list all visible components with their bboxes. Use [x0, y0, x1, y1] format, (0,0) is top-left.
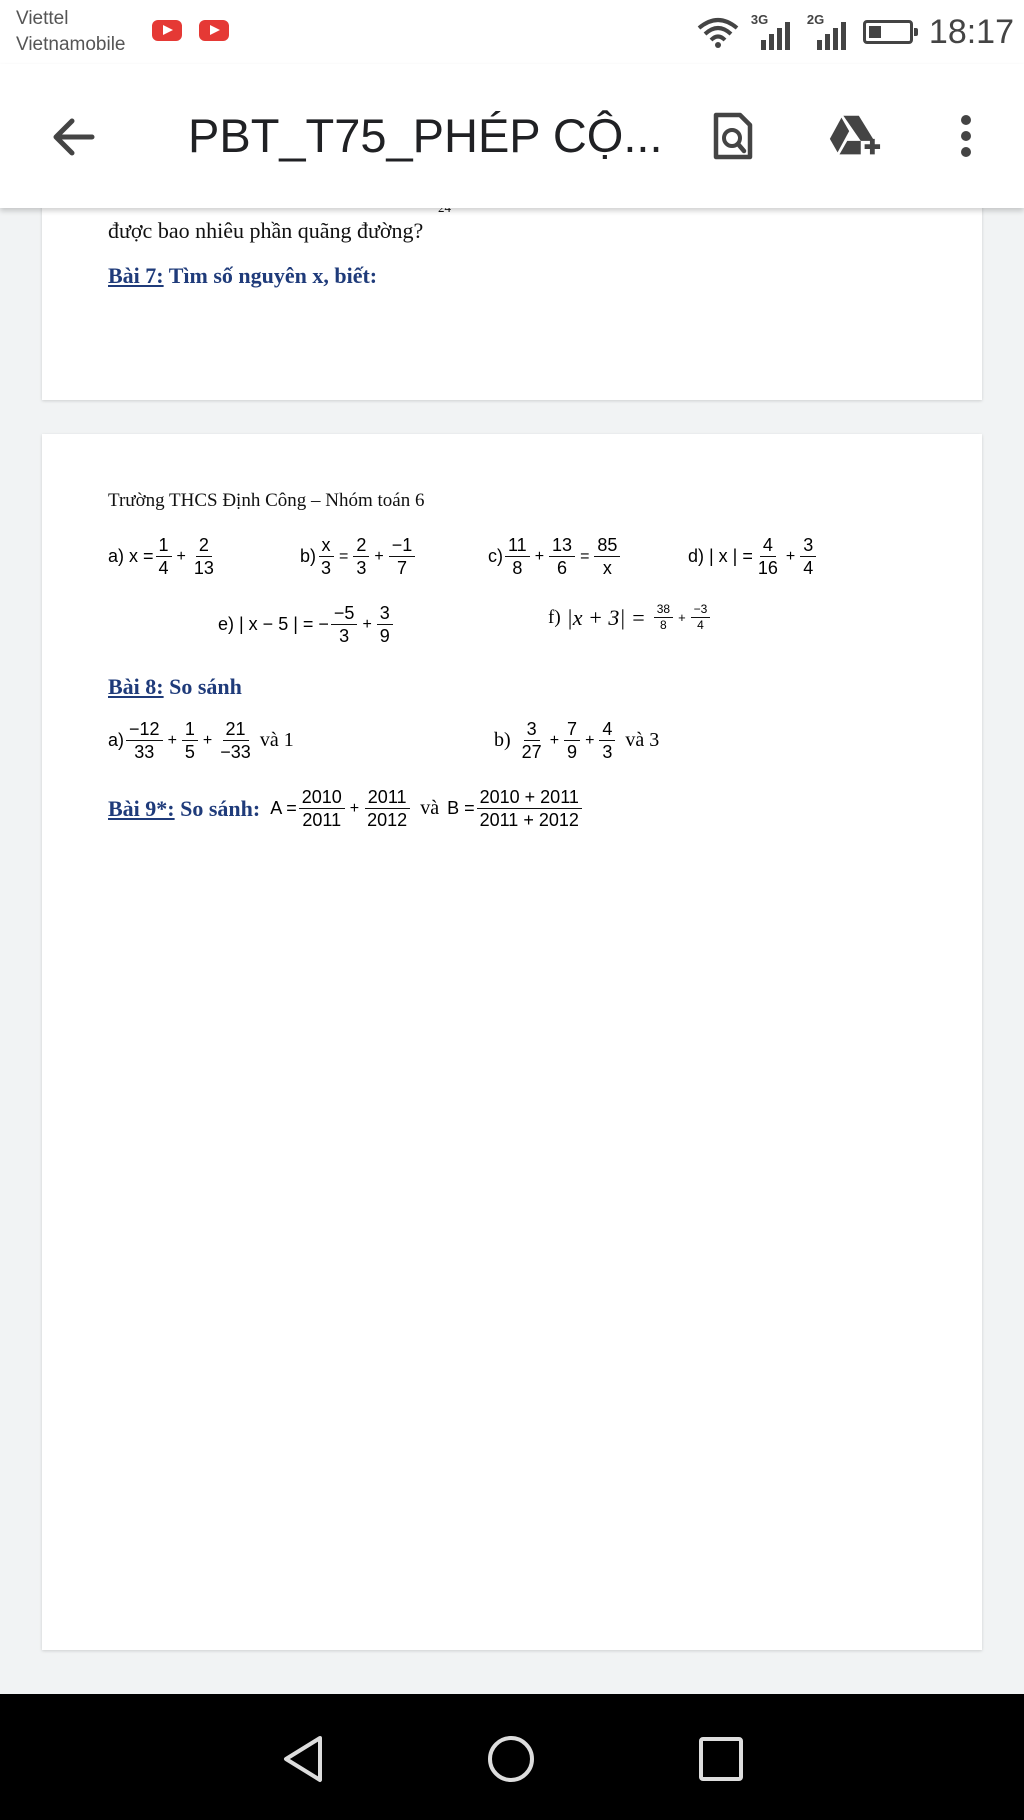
exercise-9: Bài 9*: So sánh: A = $\frac{2010}{2011}$ + $\frac{2011}{2012}$ và B = $\frac{2010 + 2011}{2011 + 2012}$ — [108, 786, 584, 831]
carrier-1: Viettel — [16, 8, 69, 29]
signal-3g-icon: 3G — [751, 12, 797, 52]
document-title: PBT_T75_PHÉP CỘ... — [188, 109, 663, 162]
text-line: được bao nhiêu phần quãng đường? — [108, 218, 424, 243]
nav-home-icon[interactable] — [486, 1734, 536, 1784]
exercise-8-heading: Bài 8: So sánh — [108, 674, 242, 699]
system-nav-bar — [0, 1694, 1024, 1820]
exercise-7e: e) | x − 5 | = − $\frac{-5}{3}$ + $\frac{3}{9}$ — [218, 602, 395, 647]
battery-icon — [863, 20, 913, 44]
exercise-8b: b) 3 27 + $\frac{7}{9}$ + $\frac{4}{3}$ và 3 — [494, 719, 660, 762]
document-search-icon[interactable] — [704, 108, 760, 164]
exercise-7d: d) | x | = $\frac{4}{16}$ + $\frac{3}{4}$ — [688, 534, 818, 579]
youtube-notification-icon — [199, 20, 229, 41]
status-icons — [695, 8, 1014, 56]
drive-add-icon[interactable] — [826, 108, 882, 164]
nav-recents-icon[interactable] — [698, 1736, 744, 1782]
carrier-2: Vietnamobile — [16, 34, 126, 55]
exercise-7b: b) $\frac{x}{3}$ = $\frac{2}{3}$ + $\frac{-1}{7}$ — [300, 534, 417, 579]
more-vert-icon[interactable] — [938, 108, 994, 164]
exercise-7-heading: Bài 7: Tìm số nguyên x, biết: — [108, 263, 378, 288]
status-bar — [0, 0, 1024, 64]
wifi-icon — [695, 14, 741, 50]
exercise-8a: a) −12 33 + $\frac{1}{5}$ + $\frac{21}{-33}$ và 1 — [108, 719, 294, 762]
page-header: Trường THCS Định Công – Nhóm toán 6 — [108, 490, 425, 511]
back-arrow-icon[interactable] — [48, 112, 98, 162]
clock: 18:17 — [928, 12, 1014, 51]
nav-back-icon[interactable] — [280, 1734, 326, 1784]
exercise-7f: f) |x + 3| = 38 8 + $\frac{-3}{4}$ — [548, 602, 712, 633]
app-bar — [0, 64, 1024, 208]
exercise-7a: a) x = $\frac{1}{4}$ + $\frac{2}{13}$ — [108, 535, 214, 578]
document-page-2 — [42, 434, 982, 1650]
carrier-names — [16, 6, 126, 58]
youtube-notification-icon — [152, 20, 182, 41]
exercise-7c: c) 11 8 + $\frac{13}{6}$ = $\frac{85}{x}$ — [488, 534, 622, 579]
signal-2g-icon: 2G — [807, 12, 853, 52]
